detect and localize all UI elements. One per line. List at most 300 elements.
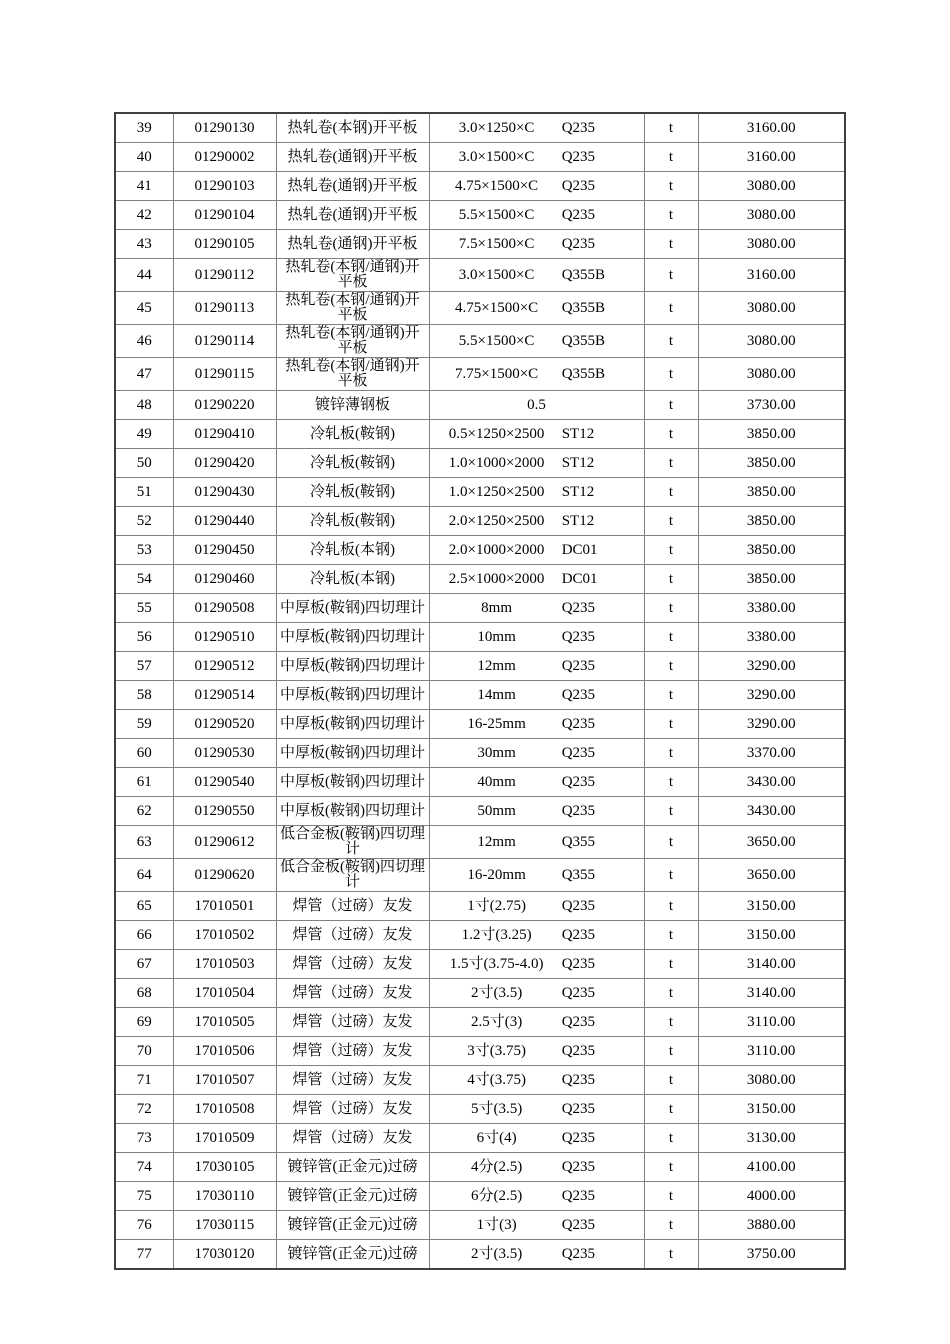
table-row [115, 1240, 845, 1270]
price-cell: 3080.00 [698, 201, 845, 230]
spec-cell [432, 1073, 642, 1088]
spec-size: 1.0×1250×2500 [448, 483, 545, 500]
table-row [115, 710, 845, 739]
table-row [115, 921, 845, 950]
row-number-cell: 70 [115, 1037, 173, 1066]
product-code-cell: 01290450 [173, 536, 276, 565]
product-name-cell: 冷轧板(鞍钢) [276, 420, 429, 449]
table-row [115, 768, 845, 797]
product-code-cell: 01290440 [173, 507, 276, 536]
spec-cell [432, 1015, 642, 1030]
spec-cell [432, 1189, 642, 1204]
spec-grade: Q235 [561, 744, 596, 761]
row-number-cell: 40 [115, 143, 173, 172]
spec-size: 16-20mm [467, 866, 526, 883]
product-code-cell: 01290514 [173, 681, 276, 710]
spec-cell [432, 1160, 642, 1175]
spec-cell [432, 928, 642, 943]
spec-cell [432, 572, 642, 587]
product-name-cell: 焊管（过磅）友发 [276, 1066, 429, 1095]
price-cell: 3650.00 [698, 859, 845, 892]
product-name-cell: 中厚板(鞍钢)四切理计 [276, 594, 429, 623]
table-row [115, 201, 845, 230]
spec-cell [432, 717, 642, 732]
table-row [115, 391, 845, 420]
unit-cell: t [644, 230, 698, 259]
spec-size: 3寸(3.75) [467, 1042, 526, 1059]
product-code-cell: 17010504 [173, 979, 276, 1008]
spec-grade: Q235 [561, 1187, 596, 1204]
product-name-cell: 低合金板(鞍钢)四切理计 [276, 859, 429, 892]
spec-cell-container [429, 859, 644, 892]
table-row [115, 143, 845, 172]
price-cell: 3650.00 [698, 826, 845, 859]
spec-cell [432, 150, 642, 165]
unit-cell: t [644, 325, 698, 358]
price-cell: 3380.00 [698, 623, 845, 652]
product-code-cell: 01290540 [173, 768, 276, 797]
spec-grade: Q235 [561, 773, 596, 790]
spec-grade: Q355 [561, 833, 596, 850]
price-cell: 3080.00 [698, 325, 845, 358]
product-name-cell: 热轧卷(通钢)开平板 [276, 201, 429, 230]
product-name-cell: 镀锌管(正金元)过磅 [276, 1153, 429, 1182]
unit-cell: t [644, 892, 698, 921]
spec-size: 3.0×1500×C [458, 148, 535, 165]
table-row [115, 826, 845, 859]
spec-cell [432, 1102, 642, 1117]
spec-cell-container [429, 1066, 644, 1095]
table-row [115, 623, 845, 652]
unit-cell: t [644, 292, 698, 325]
spec-grade: Q235 [561, 177, 596, 194]
spec-size: 3.0×1250×C [458, 119, 535, 136]
unit-cell: t [644, 259, 698, 292]
product-code-cell: 17010508 [173, 1095, 276, 1124]
product-code-cell: 01290002 [173, 143, 276, 172]
spec-cell [432, 268, 642, 283]
spec-grade: Q235 [561, 802, 596, 819]
table-row [115, 797, 845, 826]
table-row [115, 536, 845, 565]
unit-cell: t [644, 1095, 698, 1124]
spec-cell [432, 688, 642, 703]
spec-grade: DC01 [561, 570, 598, 587]
spec-cell-container [429, 710, 644, 739]
product-name-cell: 中厚板(鞍钢)四切理计 [276, 623, 429, 652]
spec-cell [432, 868, 642, 883]
spec-cell-container [429, 292, 644, 325]
price-cell: 3110.00 [698, 1008, 845, 1037]
spec-grade: Q235 [561, 1071, 596, 1088]
unit-cell: t [644, 652, 698, 681]
spec-cell [432, 746, 642, 761]
spec-size: 2.5寸(3) [470, 1013, 523, 1030]
spec-cell-container [429, 507, 644, 536]
spec-size: 1寸(2.75) [467, 897, 526, 914]
product-code-cell: 01290512 [173, 652, 276, 681]
table-row [115, 1211, 845, 1240]
spec-grade: Q235 [561, 657, 596, 674]
product-name-cell: 镀锌薄钢板 [276, 391, 429, 420]
row-number-cell: 62 [115, 797, 173, 826]
spec-cell [432, 630, 642, 645]
product-code-cell: 17030115 [173, 1211, 276, 1240]
unit-cell: t [644, 536, 698, 565]
unit-cell: t [644, 979, 698, 1008]
product-name-cell: 热轧卷(本钢)开平板 [276, 113, 429, 143]
row-number-cell: 47 [115, 358, 173, 391]
spec-size: 16-25mm [467, 715, 526, 732]
spec-cell-container [429, 768, 644, 797]
row-number-cell: 72 [115, 1095, 173, 1124]
unit-cell: t [644, 921, 698, 950]
table-row [115, 1124, 845, 1153]
row-number-cell: 45 [115, 292, 173, 325]
row-number-cell: 42 [115, 201, 173, 230]
product-name-cell: 焊管（过磅）友发 [276, 950, 429, 979]
price-cell: 3880.00 [698, 1211, 845, 1240]
product-name-cell: 冷轧板(鞍钢) [276, 507, 429, 536]
table-row [115, 859, 845, 892]
spec-grade: Q235 [561, 235, 596, 252]
spec-cell [432, 804, 642, 819]
product-code-cell: 01290130 [173, 113, 276, 143]
row-number-cell: 51 [115, 478, 173, 507]
product-code-cell: 01290104 [173, 201, 276, 230]
row-number-cell: 44 [115, 259, 173, 292]
spec-cell-container [429, 892, 644, 921]
spec-cell-container [429, 1240, 644, 1270]
spec-cell-container [429, 536, 644, 565]
row-number-cell: 67 [115, 950, 173, 979]
unit-cell: t [644, 768, 698, 797]
spec-grade: Q235 [561, 148, 596, 165]
table-row [115, 1182, 845, 1211]
spec-size: 6寸(4) [476, 1129, 517, 1146]
price-cell: 3080.00 [698, 358, 845, 391]
unit-cell: t [644, 826, 698, 859]
product-code-cell: 17010502 [173, 921, 276, 950]
spec-size: 12mm [477, 833, 516, 850]
price-cell: 4000.00 [698, 1182, 845, 1211]
unit-cell: t [644, 113, 698, 143]
spec-cell [432, 334, 642, 349]
table-row [115, 507, 845, 536]
unit-cell: t [644, 1153, 698, 1182]
table-row [115, 950, 845, 979]
unit-cell: t [644, 358, 698, 391]
spec-cell [432, 121, 642, 136]
spec-grade: Q235 [561, 119, 596, 136]
spec-grade: Q235 [561, 686, 596, 703]
row-number-cell: 58 [115, 681, 173, 710]
spec-size: 2.0×1250×2500 [448, 512, 545, 529]
spec-cell-container [429, 325, 644, 358]
product-name-cell: 热轧卷(通钢)开平板 [276, 172, 429, 201]
unit-cell: t [644, 950, 698, 979]
product-name-cell: 焊管（过磅）友发 [276, 1008, 429, 1037]
unit-cell: t [644, 1211, 698, 1240]
table-row [115, 739, 845, 768]
row-number-cell: 61 [115, 768, 173, 797]
spec-cell-container [429, 358, 644, 391]
spec-cell [432, 208, 642, 223]
spec-size: 4分(2.5) [470, 1158, 523, 1175]
product-name-cell: 焊管（过磅）友发 [276, 979, 429, 1008]
table-row [115, 1095, 845, 1124]
spec-cell-container [429, 259, 644, 292]
spec-grade: Q235 [561, 206, 596, 223]
spec-cell [432, 485, 642, 500]
spec-cell [432, 514, 642, 529]
spec-cell [432, 1131, 642, 1146]
spec-size: 40mm [477, 773, 516, 790]
table-row [115, 292, 845, 325]
spec-cell-container [429, 681, 644, 710]
spec-grade: DC01 [561, 541, 598, 558]
spec-cell-container [429, 797, 644, 826]
table-row [115, 230, 845, 259]
table-row [115, 325, 845, 358]
row-number-cell: 74 [115, 1153, 173, 1182]
spec-cell-container [429, 143, 644, 172]
row-number-cell: 63 [115, 826, 173, 859]
table-row [115, 449, 845, 478]
table-row [115, 1153, 845, 1182]
row-number-cell: 39 [115, 113, 173, 143]
spec-size: 1.5寸(3.75-4.0) [449, 955, 544, 972]
spec-cell-container [429, 594, 644, 623]
table-row [115, 420, 845, 449]
price-cell: 3370.00 [698, 739, 845, 768]
spec-grade: ST12 [561, 425, 595, 442]
spec-cell-container [429, 1211, 644, 1240]
row-number-cell: 73 [115, 1124, 173, 1153]
spec-cell [432, 179, 642, 194]
unit-cell: t [644, 1037, 698, 1066]
spec-cell-container [429, 739, 644, 768]
price-cell: 3290.00 [698, 710, 845, 739]
table-row [115, 172, 845, 201]
product-code-cell: 01290550 [173, 797, 276, 826]
spec-cell [432, 367, 642, 382]
product-code-cell: 17010503 [173, 950, 276, 979]
product-name-cell: 热轧卷(通钢)开平板 [276, 143, 429, 172]
spec-cell-container [429, 1095, 644, 1124]
product-name-cell: 低合金板(鞍钢)四切理计 [276, 826, 429, 859]
unit-cell: t [644, 739, 698, 768]
row-number-cell: 46 [115, 325, 173, 358]
row-number-cell: 48 [115, 391, 173, 420]
spec-cell [432, 543, 642, 558]
product-name-cell: 镀锌管(正金元)过磅 [276, 1240, 429, 1270]
unit-cell: t [644, 1240, 698, 1270]
spec-size: 4.75×1500×C [455, 177, 539, 194]
product-code-cell: 17010505 [173, 1008, 276, 1037]
spec-size: 1寸(3) [476, 1216, 517, 1233]
spec-grade: Q235 [561, 715, 596, 732]
unit-cell: t [644, 565, 698, 594]
product-name-cell: 热轧卷(本钢/通钢)开平板 [276, 259, 429, 292]
product-code-cell: 01290103 [173, 172, 276, 201]
product-code-cell: 01290508 [173, 594, 276, 623]
unit-cell: t [644, 623, 698, 652]
table-row [115, 1066, 845, 1095]
unit-cell: t [644, 797, 698, 826]
spec-size: 0.5 [527, 396, 546, 413]
row-number-cell: 43 [115, 230, 173, 259]
product-code-cell: 01290105 [173, 230, 276, 259]
product-name-cell: 中厚板(鞍钢)四切理计 [276, 681, 429, 710]
product-name-cell: 焊管（过磅）友发 [276, 921, 429, 950]
spec-size: 7.75×1500×C [455, 365, 539, 382]
spec-cell-container [429, 921, 644, 950]
spec-cell-container [429, 113, 644, 143]
product-code-cell: 01290113 [173, 292, 276, 325]
spec-cell-container [429, 391, 644, 420]
product-name-cell: 热轧卷(本钢/通钢)开平板 [276, 292, 429, 325]
spec-size: 12mm [477, 657, 516, 674]
row-number-cell: 54 [115, 565, 173, 594]
product-name-cell: 中厚板(鞍钢)四切理计 [276, 797, 429, 826]
table-row [115, 478, 845, 507]
spec-cell-container [429, 1182, 644, 1211]
unit-cell: t [644, 391, 698, 420]
price-cell: 3430.00 [698, 797, 845, 826]
table-row [115, 259, 845, 292]
spec-size: 6分(2.5) [470, 1187, 523, 1204]
unit-cell: t [644, 594, 698, 623]
spec-grade: Q235 [561, 1013, 596, 1030]
price-cell: 3430.00 [698, 768, 845, 797]
product-code-cell: 17030105 [173, 1153, 276, 1182]
price-cell: 3160.00 [698, 143, 845, 172]
unit-cell: t [644, 681, 698, 710]
product-name-cell: 热轧卷(本钢/通钢)开平板 [276, 325, 429, 358]
spec-cell-container [429, 623, 644, 652]
product-name-cell: 冷轧板(鞍钢) [276, 449, 429, 478]
spec-size: 7.5×1500×C [458, 235, 535, 252]
spec-cell [432, 1218, 642, 1233]
spec-grade: ST12 [561, 483, 595, 500]
price-cell: 3080.00 [698, 230, 845, 259]
row-number-cell: 64 [115, 859, 173, 892]
price-cell: 3850.00 [698, 478, 845, 507]
spec-size: 0.5×1250×2500 [448, 425, 545, 442]
spec-size: 3.0×1500×C [458, 266, 535, 283]
spec-size: 1.2寸(3.25) [461, 926, 532, 943]
spec-size: 5.5×1500×C [458, 206, 535, 223]
price-cell: 3080.00 [698, 172, 845, 201]
unit-cell: t [644, 1066, 698, 1095]
product-code-cell: 17010507 [173, 1066, 276, 1095]
spec-grade: Q235 [561, 1042, 596, 1059]
spec-cell-container [429, 478, 644, 507]
row-number-cell: 76 [115, 1211, 173, 1240]
product-code-cell: 17030120 [173, 1240, 276, 1270]
price-cell: 3850.00 [698, 449, 845, 478]
product-code-cell: 17010506 [173, 1037, 276, 1066]
price-cell: 3080.00 [698, 292, 845, 325]
price-list-sheet [114, 112, 846, 1270]
row-number-cell: 49 [115, 420, 173, 449]
row-number-cell: 57 [115, 652, 173, 681]
row-number-cell: 56 [115, 623, 173, 652]
price-cell: 3850.00 [698, 507, 845, 536]
spec-size: 8mm [481, 599, 513, 616]
table-row [115, 652, 845, 681]
price-cell: 3750.00 [698, 1240, 845, 1270]
spec-cell [432, 1044, 642, 1059]
product-code-cell: 17030110 [173, 1182, 276, 1211]
spec-grade: Q355B [561, 299, 606, 316]
price-cell: 3140.00 [698, 979, 845, 1008]
price-cell: 3140.00 [698, 950, 845, 979]
spec-grade: ST12 [561, 454, 595, 471]
spec-cell-container [429, 172, 644, 201]
product-code-cell: 01290460 [173, 565, 276, 594]
row-number-cell: 71 [115, 1066, 173, 1095]
spec-cell [432, 899, 642, 914]
spec-size: 50mm [477, 802, 516, 819]
price-cell: 3160.00 [698, 259, 845, 292]
table-row [115, 113, 845, 143]
spec-grade: Q235 [561, 955, 596, 972]
product-name-cell: 镀锌管(正金元)过磅 [276, 1211, 429, 1240]
row-number-cell: 52 [115, 507, 173, 536]
price-cell: 3150.00 [698, 892, 845, 921]
unit-cell: t [644, 1008, 698, 1037]
product-name-cell: 镀锌管(正金元)过磅 [276, 1182, 429, 1211]
price-cell: 3850.00 [698, 420, 845, 449]
row-number-cell: 75 [115, 1182, 173, 1211]
spec-grade: Q235 [561, 1216, 596, 1233]
spec-cell-container [429, 201, 644, 230]
product-code-cell: 01290410 [173, 420, 276, 449]
spec-cell-container [429, 565, 644, 594]
spec-cell-container [429, 1124, 644, 1153]
price-cell: 3130.00 [698, 1124, 845, 1153]
spec-grade: Q235 [561, 599, 596, 616]
spec-cell-container [429, 420, 644, 449]
spec-cell-container [429, 449, 644, 478]
unit-cell: t [644, 1124, 698, 1153]
spec-grade: Q235 [561, 1129, 596, 1146]
spec-size: 2.5×1000×2000 [448, 570, 545, 587]
price-cell: 3080.00 [698, 1066, 845, 1095]
row-number-cell: 60 [115, 739, 173, 768]
table-row [115, 594, 845, 623]
spec-grade: Q355B [561, 332, 606, 349]
product-name-cell: 焊管（过磅）友发 [276, 1124, 429, 1153]
spec-grade: Q235 [561, 1100, 596, 1117]
price-cell: 3730.00 [698, 391, 845, 420]
product-name-cell: 冷轧板(本钢) [276, 536, 429, 565]
spec-size: 1.0×1000×2000 [448, 454, 545, 471]
unit-cell: t [644, 201, 698, 230]
spec-cell [432, 601, 642, 616]
table-row [115, 1037, 845, 1066]
spec-cell-container [429, 230, 644, 259]
price-cell: 3160.00 [698, 113, 845, 143]
spec-cell [432, 398, 642, 413]
spec-cell [432, 775, 642, 790]
product-name-cell: 冷轧板(本钢) [276, 565, 429, 594]
row-number-cell: 77 [115, 1240, 173, 1270]
row-number-cell: 41 [115, 172, 173, 201]
row-number-cell: 55 [115, 594, 173, 623]
